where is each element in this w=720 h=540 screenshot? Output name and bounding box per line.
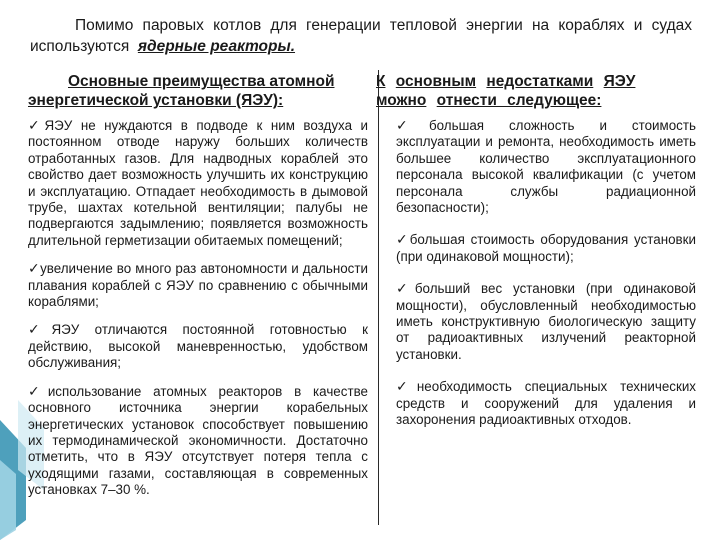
intro-emphasis: ядерные реакторы. xyxy=(137,38,296,55)
disadvantages-column xyxy=(376,72,696,445)
checkmark-icon: ✓ xyxy=(396,379,417,396)
checkmark-icon: ✓ xyxy=(28,118,45,134)
checkmark-icon: ✓ xyxy=(396,118,429,134)
disadvantage-item: ✓большая сложность и стоимость эксплуатации и ремонта, необходимость иметь большее количество эксплуатационного персонала высокой квалификации (с учетом персонала службы радиационной безопасности); xyxy=(396,118,696,216)
advantages-column xyxy=(28,72,368,511)
intro-paragraph xyxy=(30,15,692,57)
column-divider xyxy=(378,70,379,525)
advantage-item: ✓использование атомных реакторов в качестве основного источника энергии корабельных энергетических установок способствует повышению их термодинамической экономичности. Достаточно отметить, что в ЯЭУ отсутствует потеря тепла с уходящими газами, составляющая в современных установках 7–30 %. xyxy=(28,383,368,498)
checkmark-icon: ✓ xyxy=(28,322,52,339)
disadvantage-item: ✓больший вес установки (при одинаковой мощности), обусловленный необходимостью иметь конструктивную биологическую защиту от радиоактивных излучений реакторной установки. xyxy=(396,281,696,362)
advantage-item: ✓ЯЭУ не нуждаются в подводе к ним воздуха и постоянном отводе наружу больших количеств отработанных газов. Для надводных кораблей это свойство дает возможность улучшить их конструкцию и эксплуатацию. Отпадает необходимость в дымовой трубе, шахтах котельной вентиляции; палубы не подвергаются задымлению; появляется возможность длительной герметизации обитаемых помещений; xyxy=(28,118,368,248)
checkmark-icon: ✓ xyxy=(396,281,415,298)
checkmark-icon: ✓ xyxy=(28,261,41,278)
disadvantage-item: ✓большая стоимость оборудования установки (при одинаковой мощности); xyxy=(396,232,696,264)
checkmark-icon: ✓ xyxy=(396,232,410,249)
advantage-item: ✓увеличение во много раз автономности и дальности плавания кораблей с ЯЭУ по сравнению с обычными кораблями; xyxy=(28,261,368,310)
disadvantage-item: ✓необходимость специальных технических средств и сооружений для удаления и захоронения радиоактивных отходов. xyxy=(396,379,696,428)
disadvantages-heading: К основным недостатками ЯЭУ можно отнести следующее: xyxy=(376,73,636,109)
advantages-heading: Основные преимущества атомной энергетической установки (ЯЭУ): xyxy=(28,73,335,109)
checkmark-icon: ✓ xyxy=(28,383,48,400)
intro-text: Помимо паровых котлов для генерации тепловой энергии на кораблях и судах используются xyxy=(30,17,692,55)
advantage-item: ✓ЯЭУ отличаются постоянной готовностью к действию, высокой маневренностью, удобством обслуживания; xyxy=(28,322,368,371)
